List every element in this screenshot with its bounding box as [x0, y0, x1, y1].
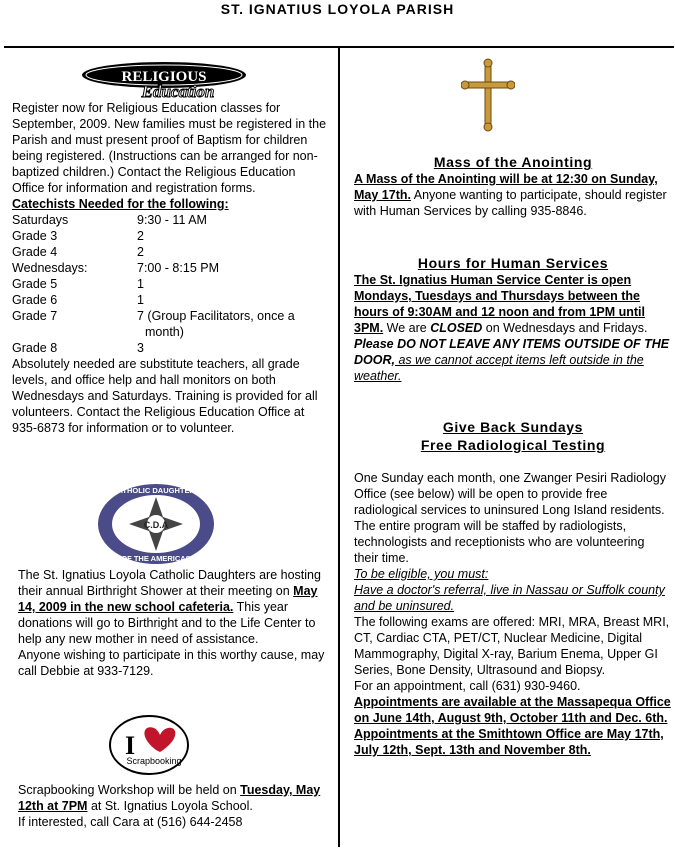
- give-back-section: [354, 418, 672, 758]
- schedule-value: 3: [137, 341, 144, 355]
- eligibility-text: Have a doctor's referral, live in Nassau or Suffolk county and be uninsured.: [354, 583, 665, 613]
- column-divider: [338, 47, 340, 847]
- give-back-heading: Give Back Sundays: [442, 419, 584, 435]
- logo-religious-text: RELIGIOUS: [121, 69, 207, 85]
- logo-education-text: Education: [141, 82, 215, 100]
- schedule-value: 2: [137, 245, 144, 259]
- religious-ed-intro: Register now for Religious Education classes for September, 2009. New families must be registered in the Parish and must present proof of Baptism for children being registered. (Instructions can be arranged for non-baptized children.) Contact the Religious Education Office for information and registration forms.: [12, 101, 327, 195]
- left-column: [12, 60, 330, 436]
- human-services-heading: Hours for Human Services: [417, 255, 609, 271]
- schedule-label: Grade 6: [12, 293, 58, 307]
- schedule-row: [12, 276, 330, 292]
- radiology-heading: Free Radiological Testing: [420, 437, 606, 453]
- catholic-daughters-contact: Anyone wishing to participate in this worthy cause, may call Debbie at 933-7129.: [18, 648, 325, 678]
- massapequa-dates: Appointments are available at the Massapequa Office on June 14th, August 9th, October 11th and Dec. 6th.: [354, 695, 671, 725]
- schedule-value: 1: [137, 277, 144, 291]
- schedule-label: Wednesdays:: [12, 261, 88, 275]
- religious-education-logo: [80, 60, 248, 100]
- human-services-section: [354, 254, 672, 384]
- anointing-section: [354, 153, 672, 219]
- catholic-daughters-section: [18, 567, 328, 679]
- catholic-daughters-text: The St. Ignatius Loyola Catholic Daughters are hosting their annual Birthright Shower at their meeting on May 14, 2009 in the new school cafeteria. This year donations will go to Birthright and to the Life Center to help any new mother in need of assistance.: [18, 568, 321, 646]
- eligibility-heading: To be eligible, you must:: [354, 567, 489, 581]
- scrapbook-logo-i: I: [125, 731, 136, 760]
- catholic-daughters-date: May 14, 2009 in the new school cafeteria.: [18, 584, 318, 614]
- give-back-intro: One Sunday each month, one Zwanger Pesiri Radiology Office (see below) will be open to provide free radiological services to uninsured Long Island residents. The entire program will be staffed by radiologists, technologists and receptionists who are volunteering their time.: [354, 471, 666, 565]
- schedule-row: [12, 244, 330, 260]
- scrapbooking-text: Scrapbooking Workshop will be held on Tuesday, May 12th at 7PM at St. Ignatius Loyola School.: [18, 783, 321, 813]
- schedule-value: 9:30 - 11 AM: [137, 213, 207, 227]
- schedule-label: Grade 3: [12, 229, 58, 243]
- schedule-label: Grade 7: [12, 309, 58, 323]
- schedule-value: 2: [137, 229, 144, 243]
- catechists-heading: Catechists Needed for the following:: [12, 197, 229, 211]
- cda-logo-bottom: OF THE AMERICAS: [121, 554, 191, 563]
- schedule-label: Grade 4: [12, 245, 58, 259]
- religious-ed-closing: Absolutely needed are substitute teachers, all grade levels, and office help and hall monitors on both Wednesdays and Saturdays. Training is provided for all volunteers. Contact the Religious Education Office at 935-6873 for information or to volunteer.: [12, 357, 318, 435]
- schedule-label: Grade 8: [12, 341, 58, 355]
- cda-logo-center: C.D.A: [143, 520, 169, 530]
- schedule-row: [12, 340, 330, 356]
- page-title: ST. IGNATIUS LOYOLA PARISH: [220, 1, 455, 17]
- human-services-text: The St. Ignatius Human Service Center is open Mondays, Tuesdays and Thursdays between the hours of 9:30AM and 12 noon and from 1PM until 3PM. We are CLOSED on Wednesdays and Fridays. Please DO NOT LEAVE ANY ITEMS OUTSIDE OF THE DOOR, as we cannot accept items left outside in the weather.: [354, 273, 670, 383]
- schedule-row: [12, 228, 330, 244]
- schedule-row: [12, 212, 330, 228]
- catholic-daughters-logo: [97, 483, 215, 565]
- scrapbook-logo-word: Scrapbooking: [126, 756, 182, 766]
- schedule-row: [12, 292, 330, 308]
- smithtown-dates: Appointments at the Smithtown Office are May 17th, July 12th, Sept. 13th and November 8th.: [354, 727, 664, 757]
- schedule-label: Grade 5: [12, 277, 58, 291]
- cross-icon: [461, 58, 515, 132]
- scrapbooking-date: Tuesday, May 12th at 7PM: [18, 783, 321, 813]
- cda-logo-top: CATHOLIC DAUGHTERS: [112, 486, 200, 495]
- schedule-row: [12, 260, 330, 276]
- schedule-value: 1: [137, 293, 144, 307]
- schedule-value: 7:00 - 8:15 PM: [137, 261, 219, 275]
- schedule-row: [12, 308, 330, 340]
- scrapbooking-logo: [108, 714, 190, 776]
- exams-list: The following exams are offered: MRI, MRA, Breast MRI, CT, Cardiac CTA, PET/CT, Nuclear Medicine, Digital Mammography, Digital X-ray, Barium Enema, Upper GI Series, Bone Density, Ultrasound and Biopsy.: [354, 615, 670, 677]
- schedule-label: Saturdays: [12, 213, 69, 227]
- schedule-value: 7 (Group Facilitators, once a month): [137, 309, 295, 339]
- appointment-phone: For an appointment, call (631) 930-9460.: [354, 679, 581, 693]
- scrapbooking-contact: If interested, call Cara at (516) 644-2458: [18, 815, 243, 829]
- catechist-schedule: [12, 212, 330, 356]
- anointing-heading: Mass of the Anointing: [433, 154, 593, 170]
- anointing-text: A Mass of the Anointing will be at 12:30 on Sunday, May 17th. Anyone wanting to participate, should register with Human Services by calling 935-8846.: [354, 172, 667, 218]
- scrapbooking-section: [18, 782, 328, 830]
